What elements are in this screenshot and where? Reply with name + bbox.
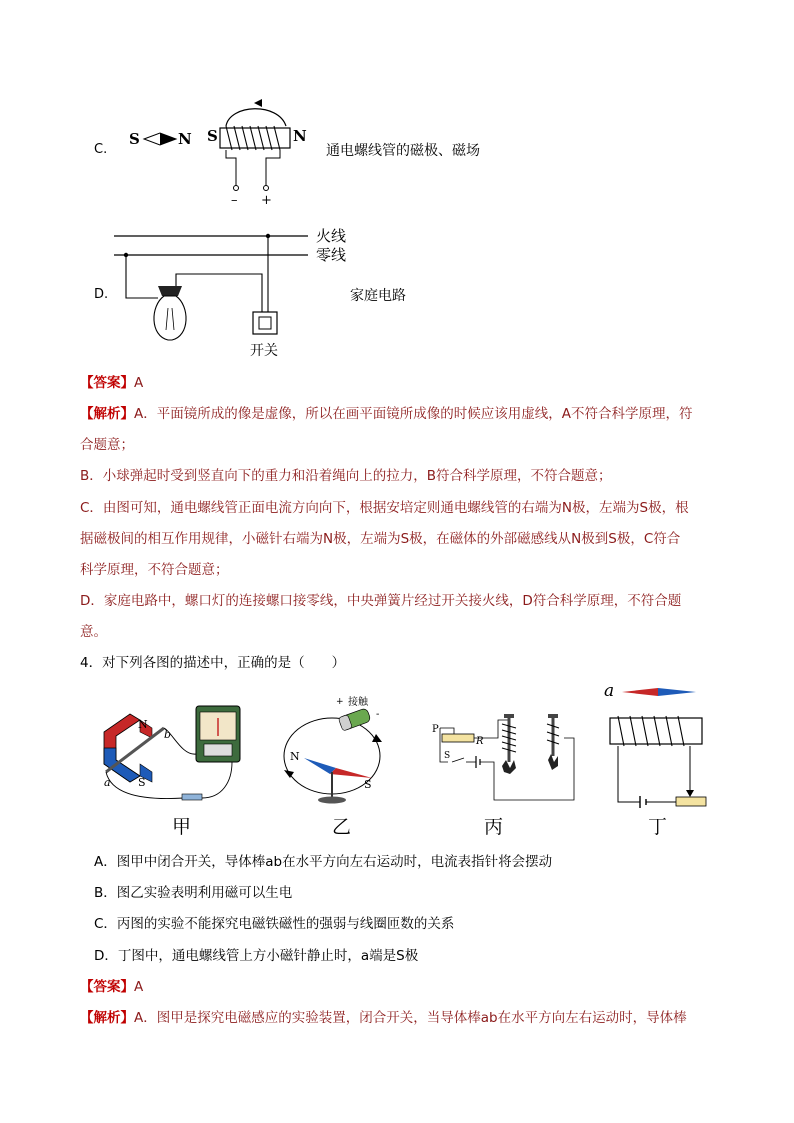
electromagnet-right <box>547 714 559 770</box>
q4-stem: 4．对下列各图的描述中，正确的是（ ） <box>80 655 346 671</box>
option-d-letter: D. <box>94 287 109 302</box>
field-line <box>226 109 286 126</box>
minus-label: – <box>231 193 238 208</box>
q3-analysis-line-3: B．小球弹起时受到竖直向下的重力和沿着绳向上的拉力，B符合科学原理，不符合题意； <box>80 468 612 484</box>
needle-red-half <box>330 768 372 778</box>
q3-analysis-line-8: 意。 <box>80 624 107 640</box>
electromagnet-left <box>502 714 516 774</box>
q3-analysis-tag: 【解析】 <box>80 406 134 422</box>
compass-needle-right <box>160 133 176 145</box>
terminal-plus <box>264 186 269 191</box>
figure-ding-caption: 丁 <box>648 816 668 838</box>
jia-s-label: S <box>138 776 146 789</box>
needle-n-label: N <box>178 130 192 148</box>
yi-s-label: S <box>364 778 372 791</box>
jia-a-label: a <box>104 776 111 789</box>
figure-jia <box>92 702 252 807</box>
battery-icon <box>338 708 371 731</box>
q3-analysis-line-5: 据磁极间的相互作用规律，小磁针右端为N极，左端为S极，在磁体的外部磁感线从N极到S极，C符合 <box>80 531 681 547</box>
solenoid-figure <box>120 96 320 208</box>
q3-analysis-line-1: 【解析】A．平面镜所成的像是虚像，所以在画平面镜所成像的时候应该用虚线，A不符合科学原理，符 <box>80 406 693 422</box>
q4-option-c: C．丙图的实验不能探究电磁铁磁性的强弱与线圈匝数的关系 <box>94 916 455 932</box>
q4-analysis-line-1: 【解析】A．图甲是探究电磁感应的实验装置，闭合开关，当导体棒ab在水平方向左右运动时，导体棒 <box>80 1010 687 1026</box>
coil-n-label: N <box>293 127 307 145</box>
figure-ding <box>600 680 720 810</box>
q4-option-a: A．图甲中闭合开关，导体棒ab在水平方向左右运动时，电流表指针将会摆动 <box>94 854 553 870</box>
field-arrow <box>254 99 262 107</box>
bing-r-label: R <box>476 736 484 747</box>
jia-n-label: N <box>138 718 148 731</box>
figure-jia-caption: 甲 <box>172 816 192 838</box>
needle-s-label: S <box>129 130 140 148</box>
q4-analysis-tag: 【解析】 <box>80 1010 134 1026</box>
plus-label: + <box>261 193 272 208</box>
switch-label: 开关 <box>250 343 278 359</box>
live-wire-label: 火线 <box>316 227 347 245</box>
figure-yi-caption: 乙 <box>332 816 352 838</box>
figure-bing-caption: 丙 <box>484 816 504 838</box>
rheostat-icon <box>442 734 474 742</box>
household-circuit-figure <box>110 222 360 362</box>
q3-answer-tag: 【答案】 <box>80 375 134 391</box>
q3-analysis-line-7: D．家庭电路中，螺口灯的连接螺口接零线，中央弹簧片经过开关接火线，D符合科学原理，不符合题 <box>80 593 682 609</box>
q3-analysis-line-6: 科学原理，不符合题意； <box>80 562 229 578</box>
jia-b-label: b <box>164 728 172 741</box>
bing-p-label: P <box>432 724 439 735</box>
q4-option-d: D．丁图中，通电螺线管上方小磁针静止时，a端是S极 <box>94 948 419 964</box>
coil-s-label: S <box>207 127 218 145</box>
yi-minus-label: - <box>376 709 380 720</box>
yi-n-label: N <box>290 750 300 763</box>
contact-label: 接触 <box>348 697 368 708</box>
q4-option-b: B．图乙实验表明利用磁可以生电 <box>94 885 293 901</box>
figure-yi <box>276 690 406 808</box>
ding-needle-blue <box>658 688 696 696</box>
option-d-caption: 家庭电路 <box>350 288 406 304</box>
q3-analysis-line-4: C．由图可知，通电螺线管正面电流方向向下，根据安培定则通电螺线管的右端为N极，左端为S极，根 <box>80 500 689 516</box>
q4-answer <box>80 977 143 997</box>
figure-bing <box>424 708 584 808</box>
switch-icon <box>182 794 202 800</box>
ding-rheostat <box>676 797 706 806</box>
q3-answer-value: A <box>134 375 144 391</box>
terminal-minus <box>234 186 239 191</box>
needle-blue-half <box>304 758 336 774</box>
option-c-caption: 通电螺线管的磁极、磁场 <box>326 143 480 159</box>
bing-s-label: S <box>444 751 451 761</box>
bulb-icon <box>154 296 186 340</box>
q3-answer <box>80 373 143 393</box>
yi-plus-label: + <box>336 697 344 707</box>
lamp-socket <box>158 286 182 296</box>
ding-needle-red <box>622 688 658 696</box>
neutral-wire-label: 零线 <box>316 246 347 264</box>
ding-solenoid-core <box>610 718 702 744</box>
ding-a-label: a <box>604 681 615 701</box>
q3-analysis-line-2: 合题意； <box>80 437 134 453</box>
q4-answer-value: A <box>134 979 144 995</box>
option-c-letter: C. <box>94 142 108 157</box>
q4-answer-tag: 【答案】 <box>80 979 134 995</box>
